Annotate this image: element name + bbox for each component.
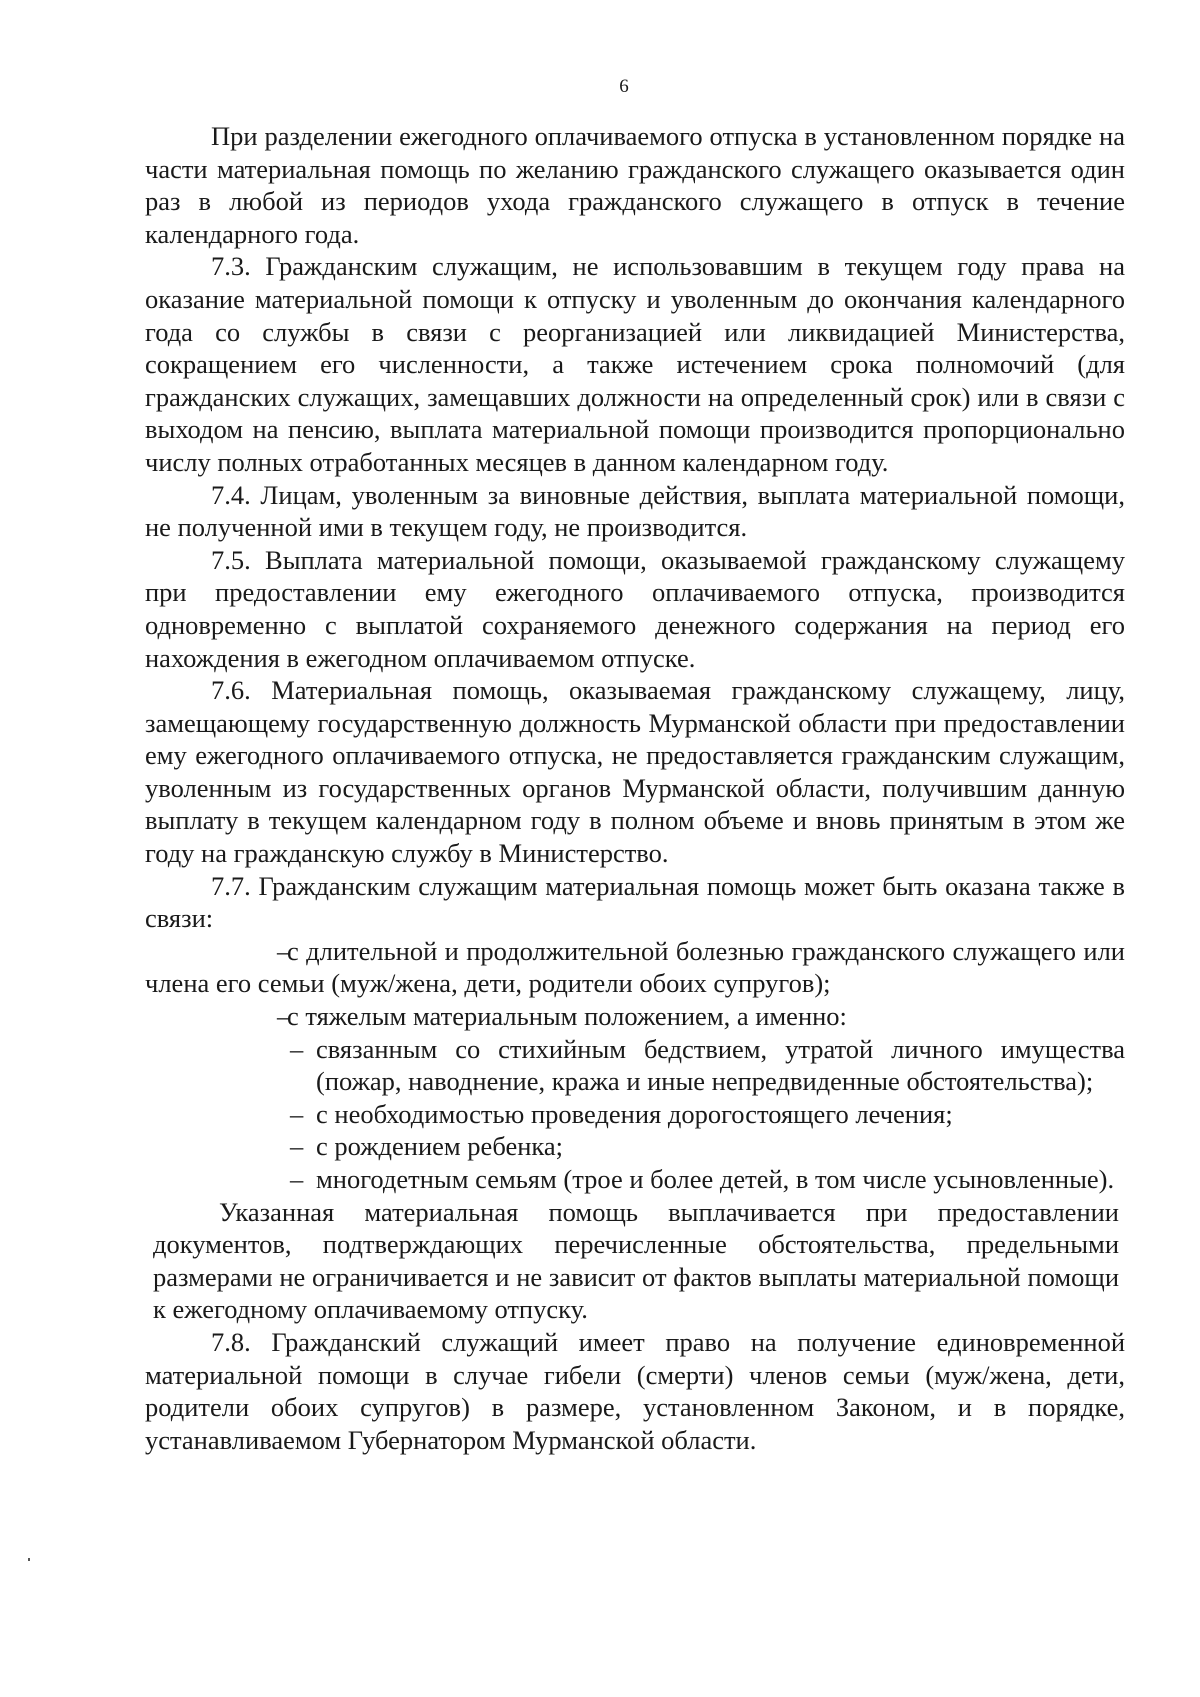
- paragraph-7-7: 7.7. Гражданским служащим материальная помощь может быть оказана также в связи:: [145, 870, 1125, 934]
- dash-mark: –: [277, 935, 291, 966]
- paragraph-7-8: 7.8. Гражданский служащий имеет право на получение единовременной материальной помощи в случае гибели (смерти) членов семьи (муж/жена, дети, родители обоих супругов) в размере, установленном Законом, и в порядке, устанавливаемом Губернатором Мурманской области.: [145, 1326, 1125, 1455]
- list-item-text: с тяжелым материальным положением, а именно:: [287, 1001, 847, 1032]
- paragraph-7-3: 7.3. Гражданским служащим, не использовавшим в текущем году права на оказание материальной помощи к отпуску и уволенным до окончания календарного года со службы в связи с реорганизацией или ликвидацией Министерства, сокращением его численности, а также истечением срока полномочий (для гражданских служащих, замещавших должности на определенный срок) или в связи с выходом на пенсию, выплата материальной помощи производится пропорционально числу полных отработанных месяцев в данном календарном году.: [145, 251, 1125, 477]
- hardship-sub-list: [145, 1033, 1125, 1196]
- dash-mark: –: [290, 1098, 304, 1129]
- sub-item-text: связанным со стихийным бедствием, утратой личного имущества (пожар, наводнение, кража и иные непредвиденные обстоятельства);: [316, 1033, 1125, 1097]
- paragraph-documents: Указанная материальная помощь выплачивается при предоставлении документов, подтверждающих перечисленные обстоятельства, предельными размерами не ограничивается и не зависит от фактов выплаты материальной помощи к ежегодному оплачиваемому отпуску.: [153, 1196, 1119, 1325]
- page-number: 6: [619, 76, 629, 97]
- list-item-illness: [145, 935, 1125, 1000]
- sub-item-childbirth: [290, 1130, 1125, 1163]
- paragraph-7-4: 7.4. Лицам, уволенным за виновные действия, выплата материальной помощи, не полученной ими в текущем году, не производится.: [145, 479, 1125, 543]
- dash-mark: –: [290, 1164, 304, 1194]
- document-body: [145, 120, 1125, 1456]
- paragraph-7-6: 7.6. Материальная помощь, оказываемая гражданскому служащему, лицу, замещающему государственную должность Мурманской области при предоставлении ему ежегодного оплачиваемого отпуска, не предоставляется гражданским служащим, уволенным из государственных органов Мурманской области, получившим данную выплату в текущем календарном году в полном объеме и вновь принятым в этом же году на гражданскую службу в Министерство.: [145, 675, 1125, 869]
- list-item-text: с длительной и продолжительной болезнью гражданского служащего или члена его семьи (муж/жена, дети, родители обоих супругов);: [145, 935, 1125, 999]
- dash-mark: –: [277, 1001, 291, 1032]
- paragraph-vacation-split: При разделении ежегодного оплачиваемого отпуска в установленном порядке на части материальная помощь по желанию гражданского служащего оказывается один раз в любой из периодов ухода гражданского служащего в отпуск в течение календарного года.: [145, 121, 1125, 249]
- scan-speck: [28, 1558, 30, 1561]
- sub-item-disaster: [290, 1033, 1125, 1098]
- sub-item-text: с необходимостью проведения дорогостоящего лечения;: [316, 1098, 953, 1129]
- paragraph-7-5: 7.5. Выплата материальной помощи, оказываемой гражданскому служащему при предоставлении ему ежегодного оплачиваемого отпуска, производится одновременно с выплатой сохраняемого денежного содержания на период его нахождения в ежегодном оплачиваемом отпуске.: [145, 544, 1125, 673]
- sub-item-large-family: [290, 1163, 1125, 1196]
- sub-item-treatment: [290, 1098, 1125, 1131]
- dash-mark: –: [290, 1033, 304, 1064]
- list-item-hardship: [145, 1000, 1125, 1033]
- sub-item-text: с рождением ребенка;: [316, 1131, 563, 1162]
- dash-mark: –: [290, 1131, 304, 1162]
- sub-item-text: многодетным семьям (трое и более детей, в том числе усыновленные).: [316, 1164, 1115, 1194]
